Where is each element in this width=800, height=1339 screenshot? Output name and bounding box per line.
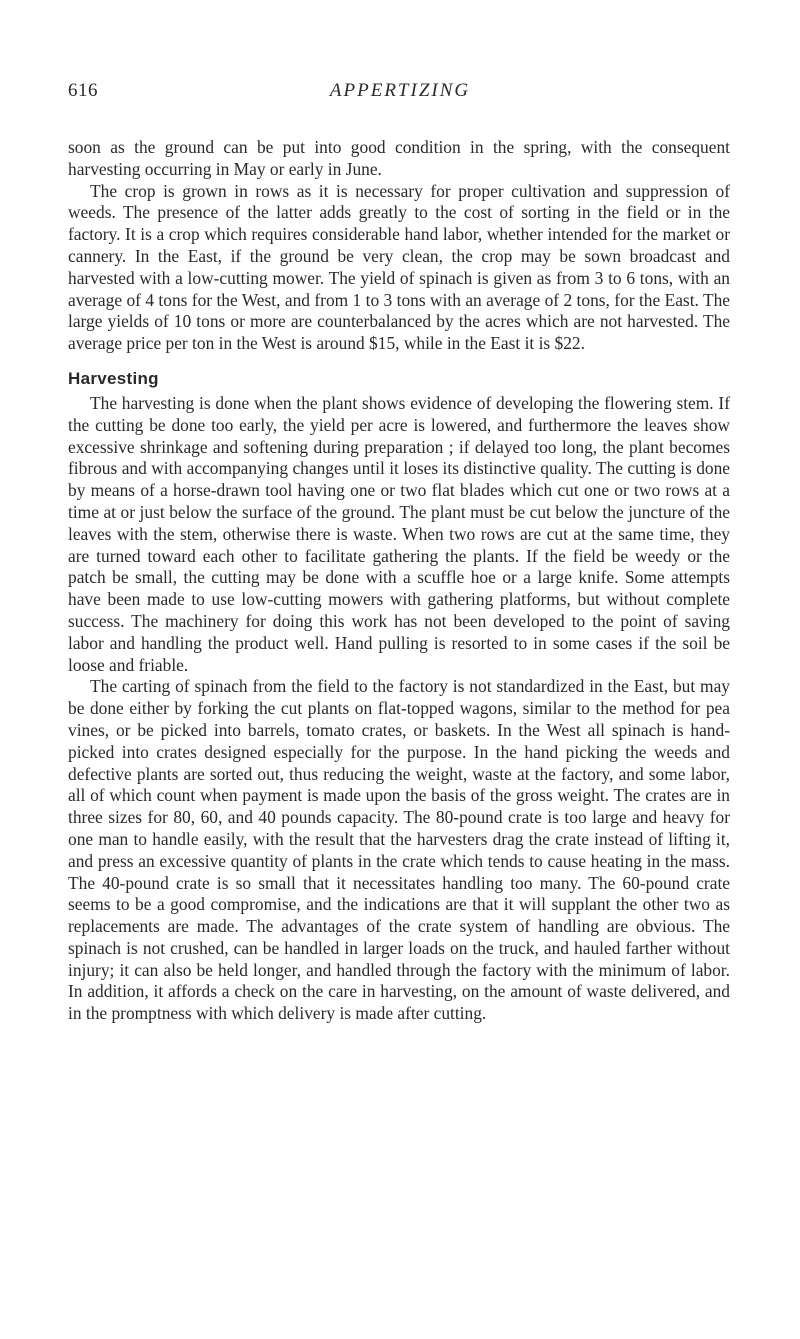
- page-number: 616: [68, 80, 98, 101]
- paragraph-continuation: soon as the ground can be put into good condition in the spring, with the consequent harvesting occurring in May or early in June.: [68, 137, 730, 179]
- paragraph-harvesting: The harvesting is done when the plant shows evidence of developing the flowering stem. If the cutting be done too early, the yield per acre is lowered, and furthermore the leaves show excessive shrinkage and softening during preparation ; if delayed too long, the plant becomes fibrous and with accompanying changes until it loses its distinctive quality. The cutting is done by means of a horse-drawn tool having one or two flat blades which cut one or two rows at a time at or just below the surface of the ground. The plant must be cut below the juncture of the leaves with the stem, otherwise there is waste. When two rows are cut at the same time, they are turned toward each other to facilitate gathering the plants. If the field be weedy or the patch be small, the cutting may be done with a scuffle hoe or a large knife. Some attempts have been made to use low-cutting mowers with gathering platforms, but without complete success. The machinery for doing this work has not been developed to the point of saving labor and handling the product well. Hand pulling is resorted to in some cases if the soil be loose and friable.: [68, 392, 730, 675]
- section-heading-harvesting: Harvesting: [68, 368, 159, 388]
- running-head: [68, 80, 732, 110]
- running-title: APPERTIZING: [329, 80, 471, 101]
- paragraph-crop-rows: The crop is grown in rows as it is necessary for proper cultivation and suppression of weeds. The presence of the latter adds greatly to the cost of sorting in the field or in the factory. It is a crop which requires considerable hand labor, whether intended for the market or cannery. In the East, if the ground be very clean, the crop may be sown broadcast and harvested with a low-cutting mower. The yield of spinach is given as from 3 to 6 tons, with an average of 4 tons for the West, and from 1 to 3 tons with an average of 2 tons, for the East. The large yields of 10 tons or more are counterbalanced by the acres which are not harvested. The average price per ton in the West is around $15, while in the East it is $22.: [68, 180, 730, 354]
- body-text: [68, 137, 730, 1025]
- paragraph-carting: The carting of spinach from the field to the factory is not standardized in the East, but may be done either by forking the cut plants on flat-topped wagons, similar to the method for pea vines, or be picked into barrels, tomato crates, or baskets. In the West all spinach is hand-picked into crates designed especially for the purpose. In the hand picking the weeds and defective plants are sorted out, thus reducing the weight, waste at the factory, and some labor, all of which count when payment is made upon the basis of the gross weight. The crates are in three sizes for 80, 60, and 40 pounds capacity. The 80-pound crate is too large and heavy for one man to handle easily, with the result that the harvesters drag the crate instead of lifting it, and press an excessive quantity of plants in the crate which tends to cause heating in the mass. The 40-pound crate is so small that it necessitates handling too many. The 60-pound crate seems to be a good compromise, and the indications are that it will supplant the other two as replacements are made. The advantages of the crate system of handling are obvious. The spinach is not crushed, can be handled in larger loads on the truck, and hauled farther without injury; it can also be held longer, and handled through the factory with the minimum of labor. In addition, it affords a check on the care in harvesting, on the amount of waste delivered, and in the promptness with which delivery is made after cutting.: [68, 676, 730, 1024]
